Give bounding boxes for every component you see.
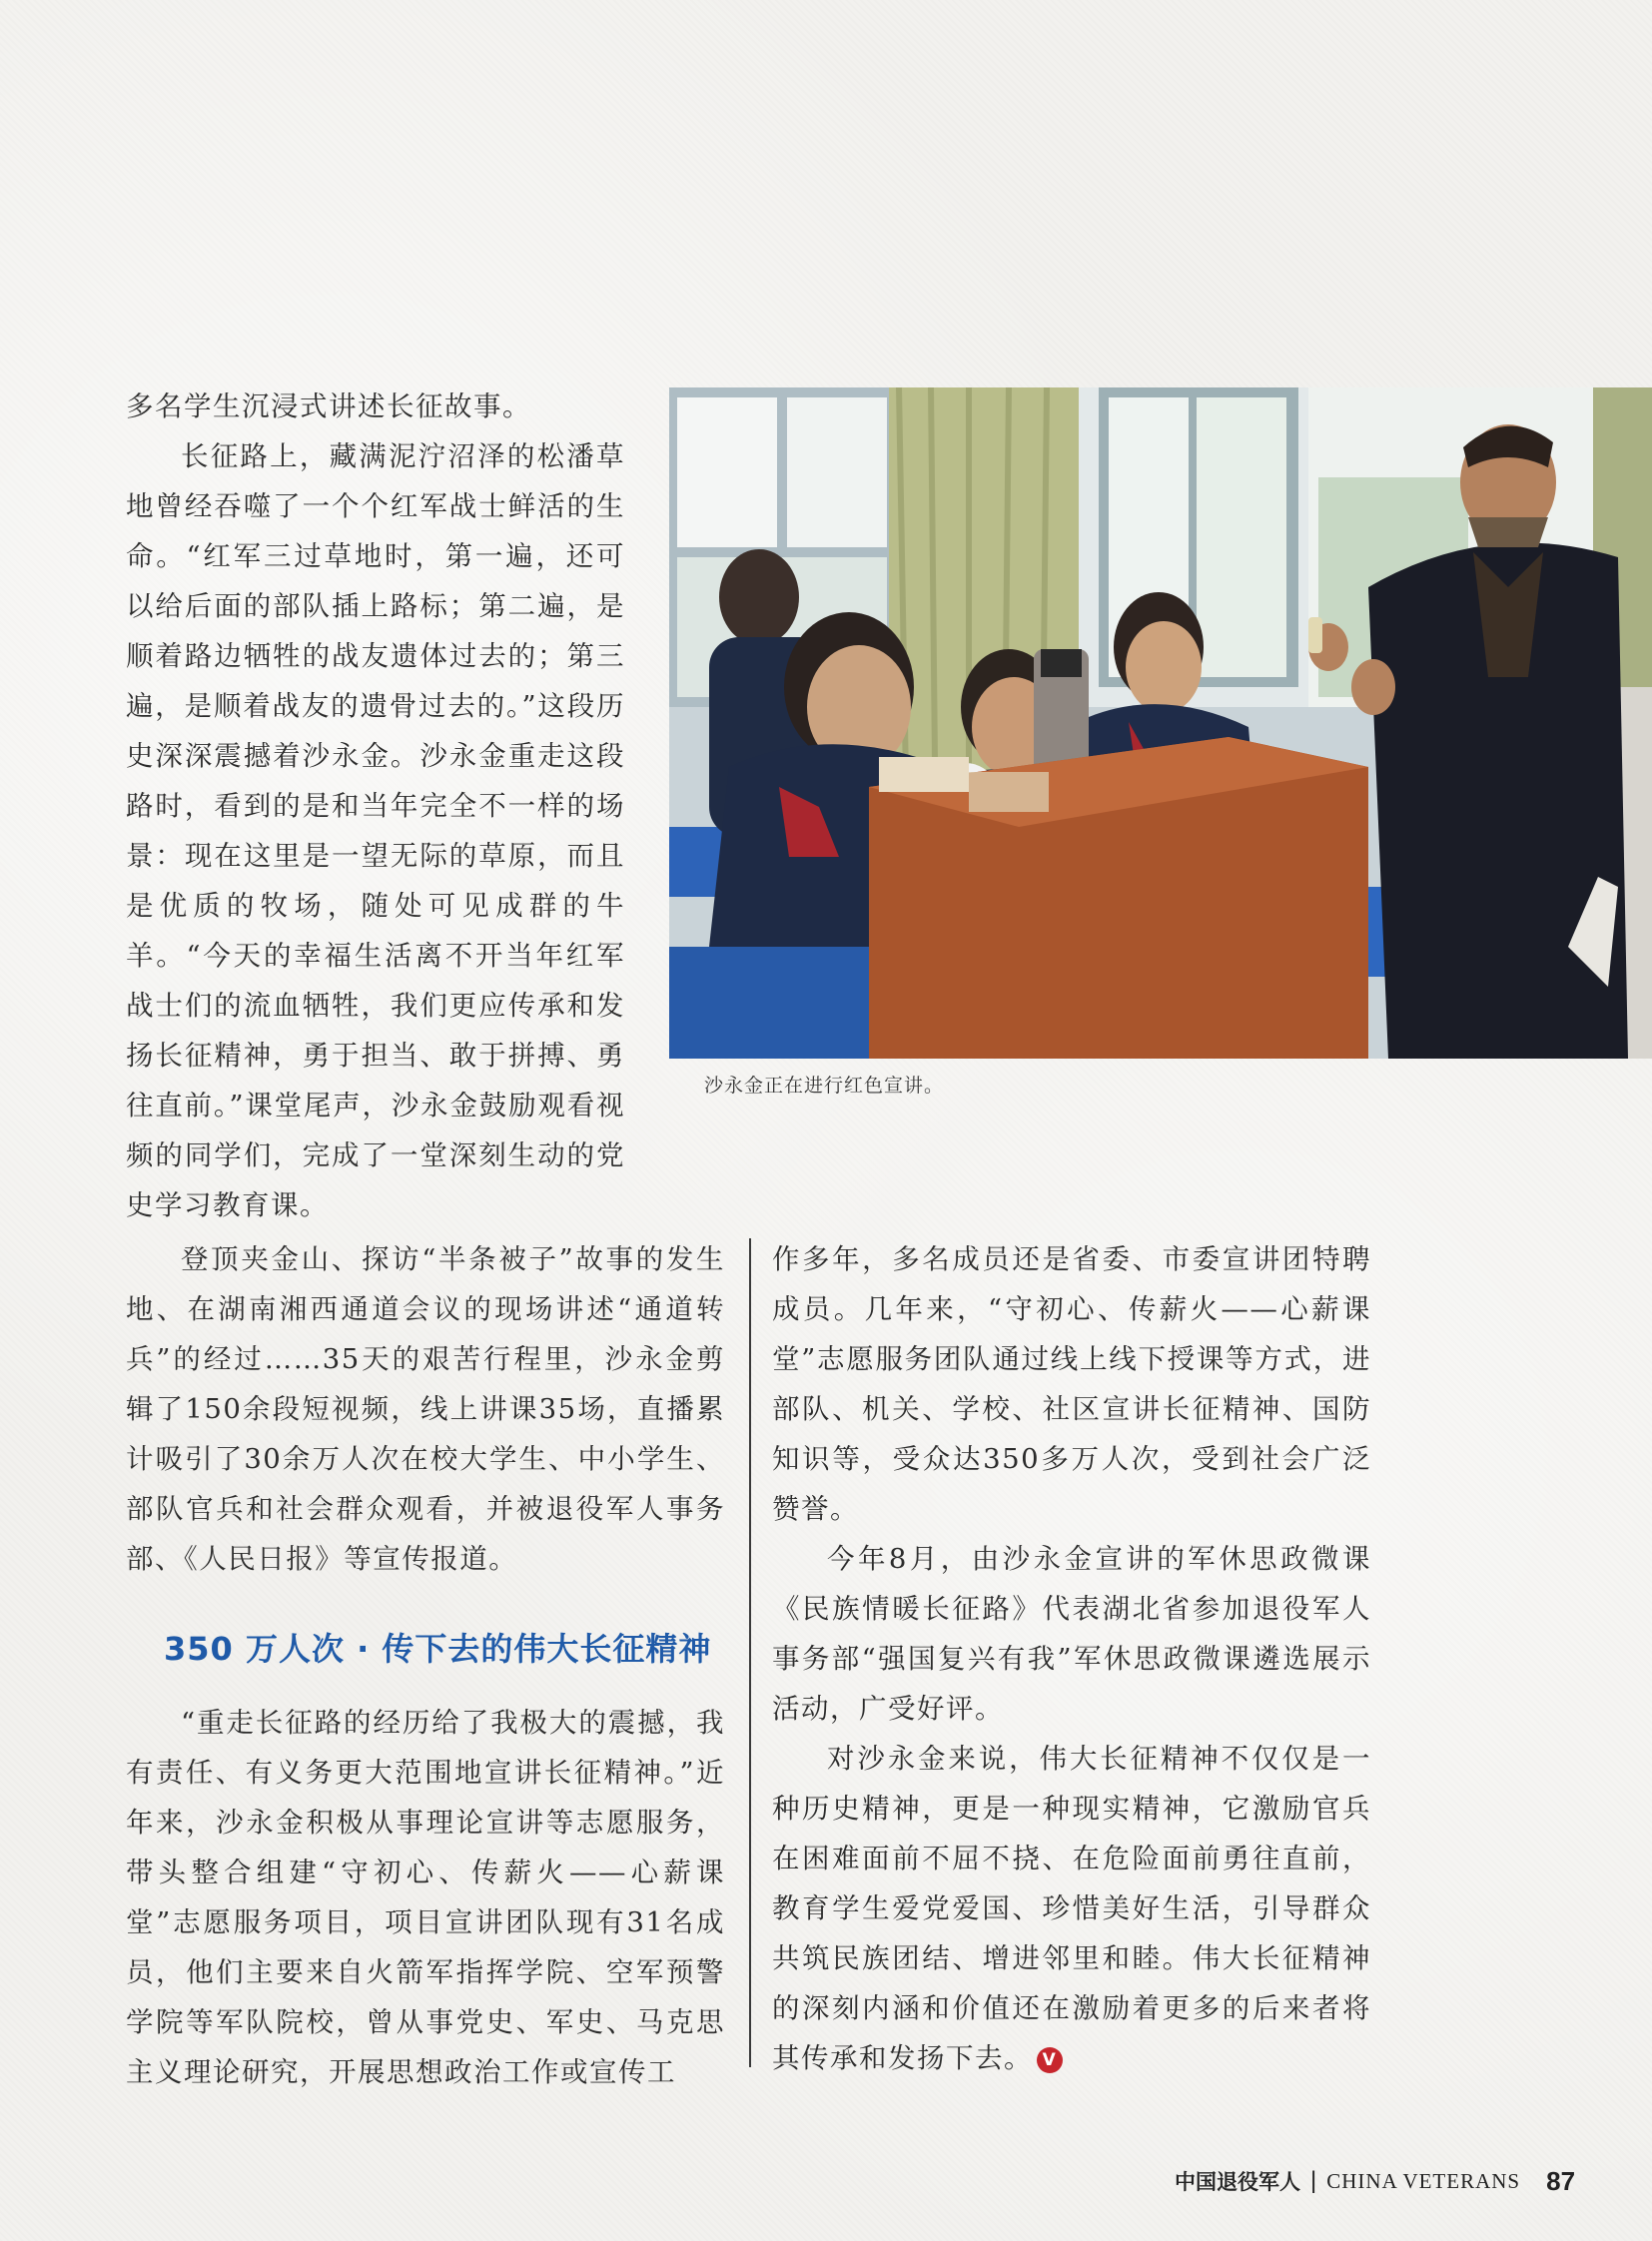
page-footer (1175, 2161, 1575, 2201)
paragraph-spirit (772, 1734, 1371, 2083)
paragraph-continuation: 多名学生沉浸式讲述长征故事。 (126, 390, 531, 422)
magazine-name-cn: 中国退役军人 (1175, 2170, 1300, 2194)
photo-caption: 沙永金正在进行红色宣讲。 (704, 1075, 945, 1097)
paragraph-team: 作多年，多名成员还是省委、市委宣讲团特聘成员。几年来，“守初心、传薪火——心薪课堂”志愿服务团队通过线上线下授课等方式，进部队、机关、学校、社区宣讲长征精神、国防知识等，受众达350多万人次，受到社会广泛赞誉。 (772, 1243, 1371, 1525)
footer-separator: | (1310, 2167, 1317, 2194)
paragraph-grassland: 长征路上，藏满泥泞沼泽的松潘草地曾经吞噬了一个个红军战士鲜活的生命。“红军三过草地时，第一遍，还可以给后面的部队插上路标；第二遍，是顺着路边牺牲的战友遗体过去的；第三遍，是顺着战友的遗骨过去的。”这段历史深深震撼着沙永金。沙永金重走这段路时，看到的是和当年完全不一样的场景：现在这里是一望无际的草原，而且是优质的牧场，随处可见成群的牛羊。“今天的幸福生活离不开当年红军战士们的流血牺牲，我们更应传承和发扬长征精神，勇于担当、敢于拼搏、勇往直前。”课堂尾声，沙永金鼓励观看视频的同学们，完成了一堂深刻生动的党史学习教育课。 (126, 440, 625, 1221)
paragraph-journey: 登顶夹金山、探访“半条被子”故事的发生地、在湖南湘西通道会议的现场讲述“通道转兵”的经过……35天的艰苦行程里，沙永金剪辑了150余段短视频，线上讲课35场，直播累计吸引了30余万人次在校大学生、中小学生、部队官兵和社会群众观看，并被退役军人事务部、《人民日报》等宣传报道。 (126, 1243, 725, 1575)
right-text-column (772, 1234, 1371, 2083)
paragraph-volunteer: “重走长征路的经历给了我极大的震撼，我有责任、有义务更大范围地宣讲长征精神。”近年来，沙永金积极从事理论宣讲等志愿服务，带头整合组建“守初心、传薪火——心薪课堂”志愿服务项目，项目宣讲团队现有31名成员，他们主要来自火箭军指挥学院、空军预警学院等军队院校，曾从事党史、军史、马克思主义理论研究，开展思想政治工作或宣传工 (126, 1707, 725, 2088)
paragraph-spirit-text: 对沙永金来说，伟大长征精神不仅仅是一种历史精神，更是一种现实精神，它激励官兵在困难面前不屈不挠、在危险面前勇往直前，教育学生爱党爱国、珍惜美好生活，引导群众共筑民族团结、增进邻里和睦。伟大长征精神的深刻内涵和价值还在激励着更多的后来者将其传承和发扬下去。 (772, 1743, 1371, 2074)
end-mark-icon: V (1037, 2047, 1063, 2073)
left-text-column (126, 1234, 725, 2097)
column-divider (749, 1238, 751, 2067)
top-text-column (126, 381, 625, 1230)
magazine-name-en: CHINA VETERANS (1326, 2168, 1521, 2193)
page-number: 87 (1546, 2165, 1576, 2196)
classroom-photo (669, 387, 1652, 1059)
section-heading: 350 万人次 · 传下去的伟大长征精神 (164, 1630, 712, 1668)
paragraph-microclass: 今年8月，由沙永金宣讲的军休思政微课《民族情暖长征路》代表湖北省参加退役军人事务部“强国复兴有我”军休思政微课遴选展示活动，广受好评。 (772, 1543, 1371, 1725)
